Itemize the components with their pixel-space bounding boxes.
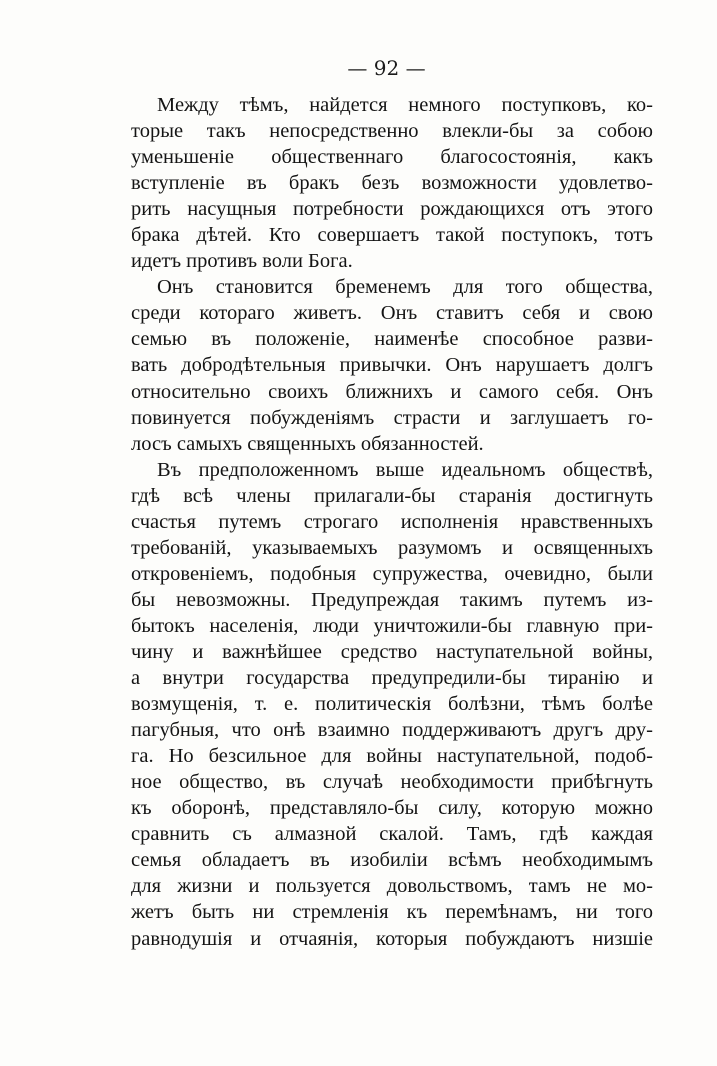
body-text bbox=[131, 92, 653, 952]
text-line: а внутри государства предупредили-бы тиранію и bbox=[131, 667, 653, 690]
text-line: для жизни и пользуется довольствомъ, тамъ не мо- bbox=[131, 875, 653, 898]
text-line: рить насущныя потребности рождающихся отъ этого bbox=[131, 198, 653, 221]
text-line: среди котораго живетъ. Онъ ставитъ себя и свою bbox=[131, 302, 653, 325]
text-line: чину и важнѣйшее средство наступательной войны, bbox=[131, 640, 653, 663]
text-line: ное общество, въ случаѣ необходимости прибѣгнуть bbox=[131, 771, 653, 794]
text-line: лосъ самыхъ священныхъ обязанностей. bbox=[131, 432, 484, 455]
text-line: Онъ становится бременемъ для того общества, bbox=[157, 276, 653, 299]
paragraph-1 bbox=[131, 92, 653, 274]
text-line: идетъ противъ воли Бога. bbox=[131, 250, 353, 273]
paragraph-2 bbox=[131, 274, 653, 456]
text-line: сравнить съ алмазной скалой. Тамъ, гдѣ каждая bbox=[131, 823, 653, 846]
text-line: семью въ положеніе, наименѣе способное разви- bbox=[131, 328, 653, 351]
text-line: уменьшеніе общественнаго благосостоянія, какъ bbox=[131, 146, 653, 169]
text-line: возмущенія, т. е. политическія болѣзни, тѣмъ болѣе bbox=[131, 693, 653, 716]
text-line: семья обладаетъ въ изобиліи всѣмъ необходимымъ bbox=[131, 849, 653, 872]
text-line: Между тѣмъ, найдется немного поступковъ, ко- bbox=[157, 94, 653, 116]
text-line: бы невозможны. Предупреждая такимъ путемъ из- bbox=[131, 588, 653, 611]
text-line: относительно своихъ ближнихъ и самого себя. Онъ bbox=[131, 380, 653, 403]
text-line: бытокъ населенія, люди уничтожили-бы главную при- bbox=[131, 614, 653, 637]
text-line: вступленіе въ бракъ безъ возможности удовлетво- bbox=[131, 172, 653, 195]
text-line: вать добродѣтельныя привычки. Онъ нарушаетъ долгъ bbox=[131, 354, 653, 377]
text-line: повинуется побужденіямъ страсти и заглушаетъ го- bbox=[131, 406, 653, 429]
paragraph-3 bbox=[131, 457, 653, 952]
text-line: къ оборонѣ, представляло-бы силу, которую можно bbox=[131, 797, 653, 820]
text-line: га. Но безсильное для войны наступательной, подоб- bbox=[131, 745, 653, 768]
text-line: счастья путемъ строгаго исполненія нравственныхъ bbox=[131, 510, 653, 533]
page-number: — 92 — bbox=[347, 56, 426, 80]
text-line: равнодушія и отчаянія, которыя побуждаютъ низшіе bbox=[131, 927, 653, 950]
text-line: торые такъ непосредственно влекли-бы за собою bbox=[131, 120, 653, 143]
text-line: Въ предположенномъ выше идеальномъ обществѣ, bbox=[157, 458, 653, 481]
text-line: пагубныя, что онѣ взаимно поддерживаютъ другъ дру- bbox=[131, 719, 653, 742]
text-line: гдѣ всѣ члены прилагали-бы старанія достигнуть bbox=[131, 484, 653, 507]
text-line: откровеніемъ, подобныя супружества, очевидно, были bbox=[131, 562, 653, 585]
text-line: требованій, указываемыхъ разумомъ и освященныхъ bbox=[131, 536, 653, 559]
text-line: жетъ быть ни стремленія къ перемѣнамъ, ни того bbox=[131, 901, 653, 924]
text-line: брака дѣтей. Кто совершаетъ такой поступокъ, тотъ bbox=[131, 224, 653, 247]
